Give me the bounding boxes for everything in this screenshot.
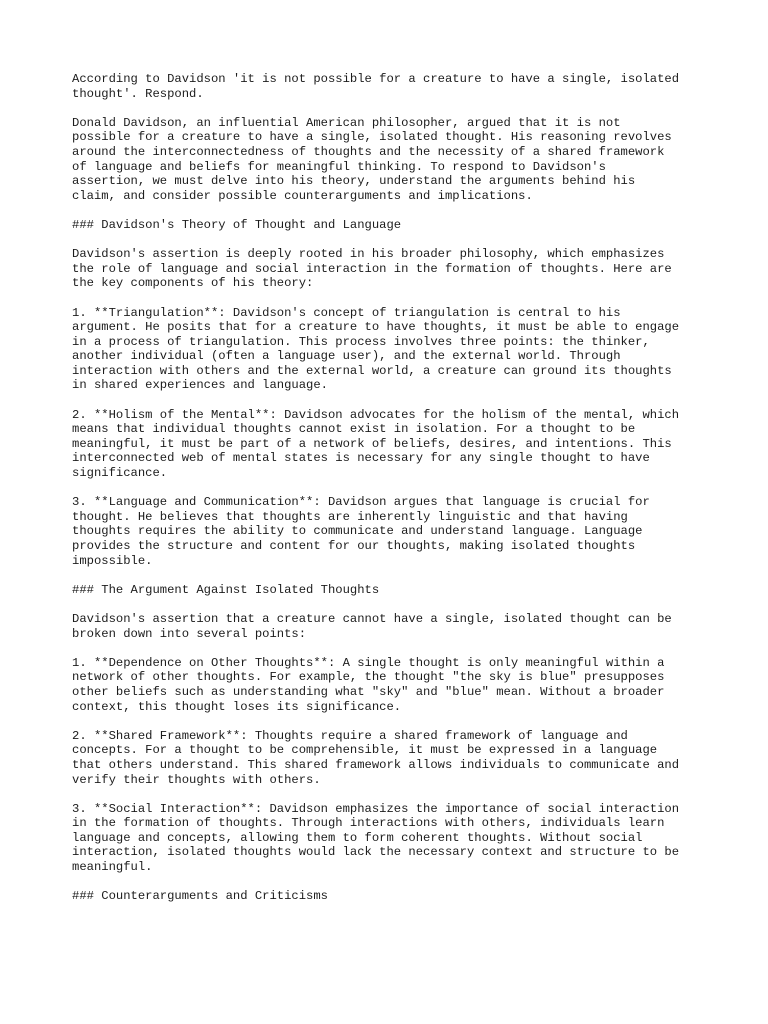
theory-point-triangulation: 1. **Triangulation**: Davidson's concept of triangulation is central to his argument. He posits that for a creature to have thoughts, it must be able to engage in a process of triangulation. This process involves three points: the thinker, another individual (often a language user), and the external world. Through interaction with others and the external world, a creature can ground its thoughts in shared experiences and language. bbox=[72, 305, 680, 393]
argument-intro-paragraph: Davidson's assertion that a creature cannot have a single, isolated thought can be broken down into several points: bbox=[72, 611, 672, 641]
intro-paragraph: Donald Davidson, an influential American philosopher, argued that it is not possible for a creature to have a single, isolated thought. His reasoning revolves around the interconnectedness of thoughts and the necessity of a shared framework of language and beliefs for meaningful thinking. To respond to Davidson's assertion, we must delve into his theory, understand the arguments behind his claim, and consider possible counterarguments and implications. bbox=[72, 115, 672, 203]
section-heading-argument: ### The Argument Against Isolated Thoughts bbox=[72, 582, 380, 597]
theory-point-holism: 2. **Holism of the Mental**: Davidson advocates for the holism of the mental, which means that individual thoughts cannot exist in isolation. For a thought to be meaningful, it must be part of a network of beliefs, desires, and intentions. This interconnected web of mental states is necessary for any single thought to have significance. bbox=[72, 407, 680, 481]
theory-point-language: 3. **Language and Communication**: Davidson argues that language is crucial for thought. He believes that thoughts are inherently linguistic and that having thoughts requires the ability to communicate and understand language. Language provides the structure and content for our thoughts, making isolated thoughts impossible. bbox=[72, 495, 650, 568]
argument-point-framework: 2. **Shared Framework**: Thoughts require a shared framework of language and concepts. For a thought to be comprehensible, it must be expressed in a language that others understand. This shared framework allows individuals to communicate and verify their thoughts with others. bbox=[72, 728, 680, 787]
document-page bbox=[72, 72, 712, 918]
section-heading-theory: ### Davidson's Theory of Thought and Language bbox=[72, 217, 402, 232]
theory-intro-paragraph: Davidson's assertion is deeply rooted in his broader philosophy, which emphasizes the role of language and social interaction in the formation of thoughts. Here are the key components of his theory: bbox=[72, 247, 672, 291]
section-heading-counterarguments: ### Counterarguments and Criticisms bbox=[72, 889, 328, 904]
argument-point-dependence: 1. **Dependence on Other Thoughts**: A single thought is only meaningful within a network of other thoughts. For example, the thought "the sky is blue" presupposes other beliefs such as understanding what "sky" and "blue" mean. Without a broader context, this thought loses its significance. bbox=[72, 655, 665, 714]
question-prompt: According to Davidson 'it is not possible for a creature to have a single, isolated thought'. Respond. bbox=[72, 72, 680, 101]
argument-point-social: 3. **Social Interaction**: Davidson emphasizes the importance of social interaction in the formation of thoughts. Through interactions with others, individuals learn language and concepts, allowing them to form coherent thoughts. Without social interaction, isolated thoughts would lack the necessary context and structure to be meaningful. bbox=[72, 801, 680, 875]
